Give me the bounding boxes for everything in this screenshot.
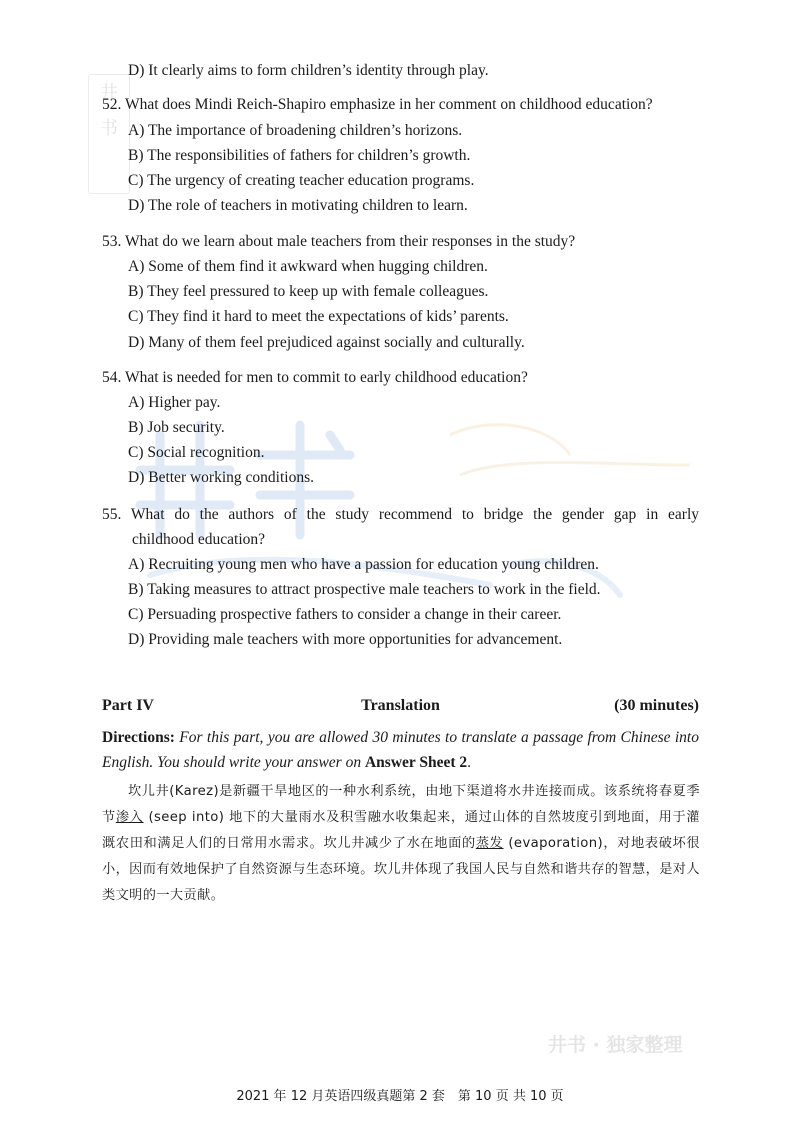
part-title: Translation [361,697,440,714]
answer-sheet-label: Answer Sheet 2 [364,754,468,771]
stamp-char: 书 [100,118,118,139]
directions-period: . [467,754,472,771]
q53-option-b: B) They feel pressured to keep up with female colleagues. [128,283,489,300]
directions [102,725,699,775]
question-52-stem: 52. What does Mindi Reich-Shapiro emphasize in her comment on childhood education? [102,96,653,113]
q54-option-b: B) Job security. [128,419,225,436]
stamp-char: 井 [100,82,118,103]
q55-option-b: B) Taking measures to attract prospective male teachers to work in the field. [128,581,601,598]
q51-option-d: D) It clearly aims to form children’s identity through play. [128,62,489,79]
q52-option-b: B) The responsibilities of fathers for children’s growth. [128,147,471,164]
q54-option-d: D) Better working conditions. [128,469,314,486]
q55-option-d: D) Providing male teachers with more opportunities for advancement. [128,631,563,648]
q54-option-a: A) Higher pay. [128,394,221,411]
q53-option-d: D) Many of them feel prejudiced against socially and culturally. [128,334,525,351]
q54-option-c: C) Social recognition. [128,444,265,461]
passage-underlined-2: 蒸发 [475,836,504,851]
part-time: (30 minutes) [614,697,699,714]
q55-option-c: C) Persuading prospective fathers to consider a change in their career. [128,606,562,623]
question-55-stem-line1: 55. What do the authors of the study recommend to bridge the gender gap in early [102,506,699,523]
q53-option-c: C) They find it hard to meet the expectations of kids’ parents. [128,308,509,325]
passage-part-1: 坎儿井(Karez)是新疆干旱地区的一种水利系统，由地下渠道将水井连接而成。该系统将春夏季节 [102,784,700,825]
part-label: Part IV [102,697,154,714]
directions-label: Directions: [102,729,175,746]
passage-part-2: (seep into) 地下的大量雨水及积雪融水收集起来，通过山体的自然坡度引到地面，用于灌溉农田和满足人们的日常用水需求。坎儿井减少了水在地面的 [102,810,700,851]
q55-option-a: A) Recruiting young men who have a passion for education young children. [128,556,599,573]
q52-option-a: A) The importance of broadening children’s horizons. [128,122,463,139]
directions-text: For this part, you are allowed 30 minutes to translate a passage from Chinese into English. You should write your answer on [102,729,699,771]
question-54-stem: 54. What is needed for men to commit to early childhood education? [102,369,528,386]
q53-option-a: A) Some of them find it awkward when hugging children. [128,258,488,275]
q52-option-c: C) The urgency of creating teacher education programs. [128,172,475,189]
q52-option-d: D) The role of teachers in motivating children to learn. [128,197,468,214]
passage-underlined-1: 渗入 [115,810,144,825]
page-footer: 2021 年 12 月英语四级真题第 2 套 第 10 页 共 10 页 [236,1089,564,1104]
question-55-stem-line2: childhood education? [132,531,265,548]
watermark-text: 井书 · 独家整理 [548,1034,683,1056]
passage-part-3: (evaporation)，对地表破坏很小，因而有效地保护了自然资源与生态环境。坎儿井体现了我国人民与自然和谐共存的智慧，是对人类文明的一大贡献。 [102,836,700,903]
watermark-stamp [88,74,130,194]
question-53-stem: 53. What do we learn about male teachers from their responses in the study? [102,233,576,250]
translation-passage [102,779,700,909]
